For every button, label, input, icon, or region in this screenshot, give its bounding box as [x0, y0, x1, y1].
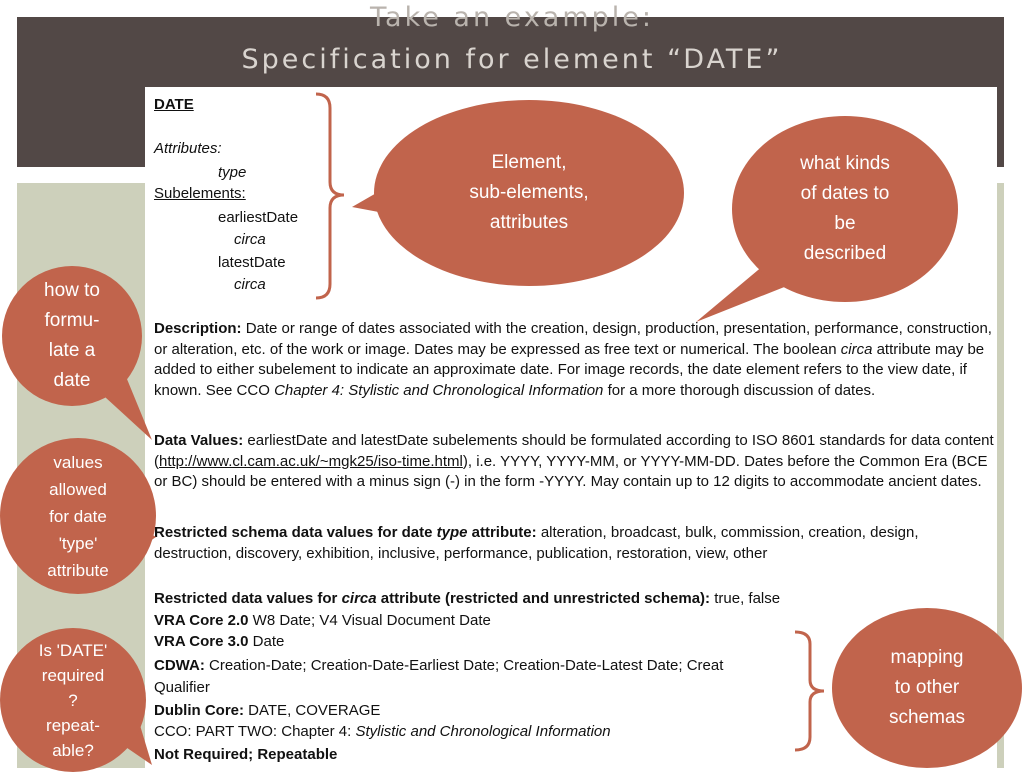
description-reference: Chapter 4: Stylistic and Chronological Information: [274, 381, 604, 399]
attributes-label: Attributes:: [154, 140, 222, 157]
vra3-value: Date: [252, 633, 285, 650]
description-text-1: Date or range of dates associated with the creation, design, production, presentation, performance, construction, or alteration, etc. of the work or image. Dates may be expressed as free text or numerical. The boolean: [154, 320, 992, 358]
required-line-2: required: [41, 665, 105, 685]
cco-label: CCO:: [154, 723, 192, 740]
type-values-callout: [0, 438, 156, 594]
elements-callout-line-1: Element,: [491, 152, 567, 173]
restricted-circa-label-b: circa: [341, 590, 377, 607]
formulate-line-4: date: [53, 370, 91, 391]
formulate-callout: [2, 266, 142, 406]
required-line-5: able?: [52, 740, 94, 760]
required-callout: [0, 628, 146, 772]
cco-value: PART TWO: Chapter 4:: [195, 723, 352, 740]
date-kinds-line-2: of dates to: [800, 183, 890, 204]
data-values-text-1: earliestDate and latestDate subelements should be formulated according to ISO 8601 standards for data content (: [154, 432, 994, 470]
description-label: Description:: [154, 320, 242, 337]
subelement-earliest-circa: circa: [234, 231, 266, 248]
elements-callout-line-2: sub-elements,: [469, 182, 589, 203]
vra2-label: VRA Core 2.0: [154, 612, 249, 629]
requirement-line: Not Required; Repeatable: [154, 746, 338, 763]
required-line-3: ?: [68, 690, 78, 710]
elements-callout-line-3: attributes: [489, 212, 569, 233]
date-kinds-line-1: what kinds: [800, 153, 890, 174]
required-line-4: repeat-: [46, 715, 100, 735]
type-values-line-4: 'type': [58, 533, 98, 553]
mapping-bracket: [795, 632, 824, 750]
mapping-callout: [832, 608, 1022, 768]
formulate-line-3: late a: [48, 340, 96, 361]
description-text-3: for a more thorough discussion of dates.: [607, 381, 876, 399]
restricted-circa-label-c: attribute (restricted and unrestricted schema):: [380, 590, 711, 607]
restricted-type-label-a: Restricted schema data values for date: [154, 524, 433, 541]
cdwa-label: CDWA:: [154, 657, 205, 674]
type-values-line-1: values: [53, 452, 103, 472]
subelement-latest: latestDate: [218, 254, 286, 271]
mapping-line-3: schemas: [888, 707, 966, 728]
element-name: DATE: [154, 96, 194, 113]
mapping-line-2: to other: [894, 677, 960, 698]
restricted-type-label-c: attribute:: [471, 524, 537, 541]
subelement-latest-circa: circa: [234, 276, 266, 293]
slide-title-line2: Specification for element “DATE”: [241, 44, 783, 75]
slide-title-line1: Take an example:: [370, 2, 654, 33]
subelements-label: Subelements:: [154, 185, 246, 202]
type-values-line-5: attribute: [47, 560, 109, 580]
formulate-line-2: formu-: [44, 310, 100, 331]
date-kinds-callout: [732, 116, 958, 302]
iso-time-link[interactable]: http://www.cl.cam.ac.uk/~mgk25/iso-time.html: [159, 452, 463, 470]
elements-bracket: [316, 94, 344, 298]
dublin-core-label: Dublin Core:: [154, 702, 244, 719]
subelement-earliest: earliestDate: [218, 209, 299, 226]
date-kinds-line-3: be: [834, 213, 856, 234]
cdwa-value-2: Qualifier: [154, 679, 210, 696]
formulate-line-1: how to: [44, 280, 100, 301]
restricted-type-values: alteration, broadcast, bulk, commission, creation, design, destruction, discovery, exhibition, inclusive, performance, publication, restoration, view, other: [154, 524, 919, 562]
vra3-label: VRA Core 3.0: [154, 633, 249, 650]
type-values-line-3: for date: [49, 506, 107, 526]
data-values-text-2: ), i.e. YYYY, YYYY-MM, or YYYY-MM-DD. Dates before the Common Era (BCE or BC) should be entered with a minus sign (-) in the form -YYYY. May contain up to 12 digits to accommodate ancient dates.: [154, 452, 988, 490]
cdwa-value: Creation-Date; Creation-Date-Earliest Date; Creation-Date-Latest Date; Creat: [209, 657, 724, 674]
vra2-value: W8 Date; V4 Visual Document Date: [252, 612, 491, 629]
restricted-circa-values: true, false: [714, 590, 781, 607]
restricted-circa-label-a: Restricted data values for: [154, 590, 338, 607]
mapping-line-1: mapping: [890, 647, 964, 668]
cco-reference: Stylistic and Chronological Information: [355, 723, 611, 740]
attribute-type: type: [218, 164, 247, 181]
elements-callout: [374, 100, 684, 286]
type-values-line-2: allowed: [49, 479, 107, 499]
dublin-core-value: DATE, COVERAGE: [248, 702, 381, 719]
required-line-1: Is 'DATE': [38, 640, 108, 660]
description-circa: circa: [840, 340, 873, 358]
restricted-type-label-b: type: [436, 524, 468, 541]
date-kinds-line-4: described: [803, 243, 887, 264]
description-text-2: attribute may be added to either subelement to indicate an approximate date. For image records, the date element refers to the view date, if known. See CCO: [154, 340, 985, 399]
data-values-label: Data Values:: [154, 432, 244, 449]
